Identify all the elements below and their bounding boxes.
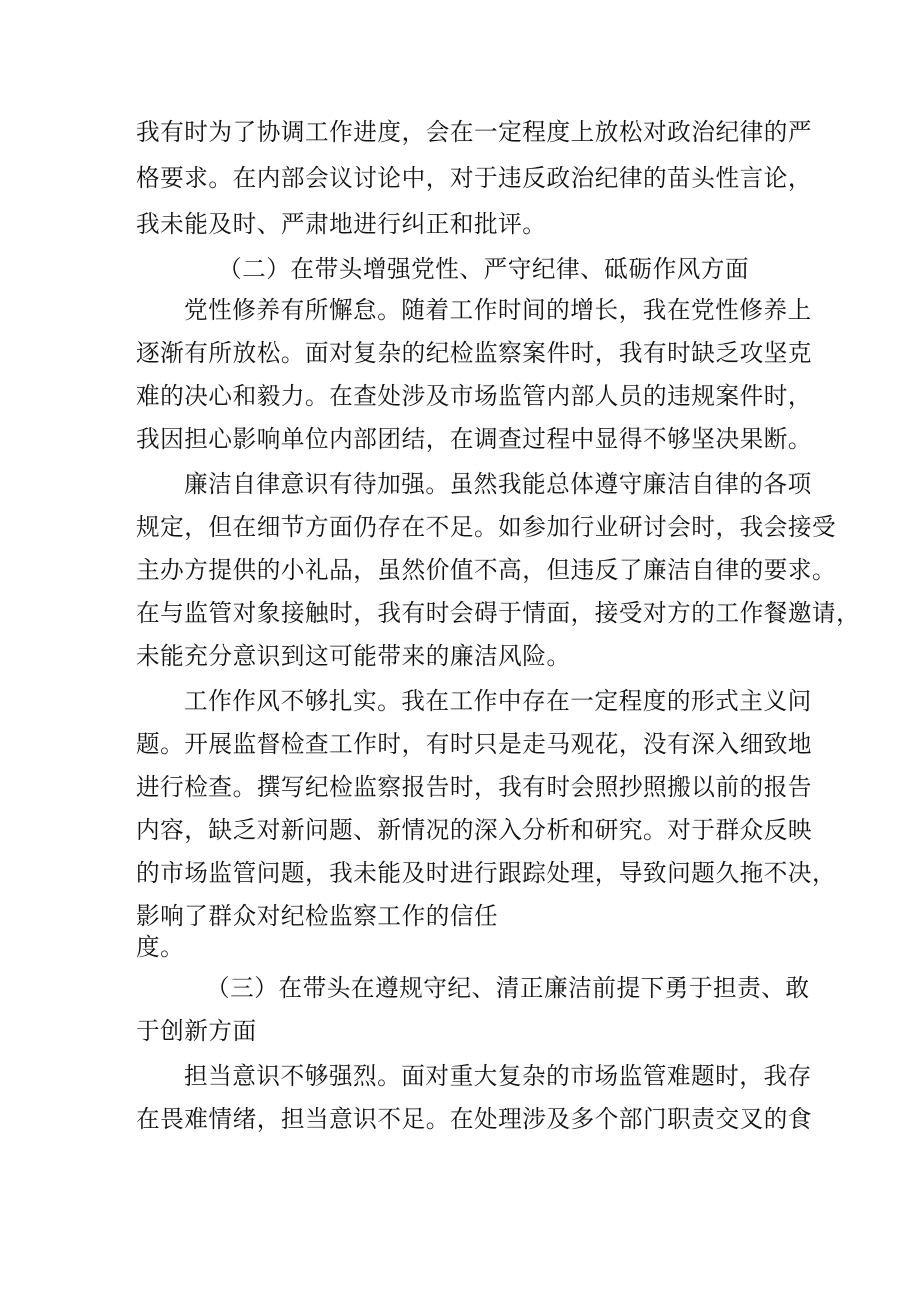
section-heading-2: （二）在带头增强党性、严守纪律、砥砺作风方面 — [218, 255, 750, 283]
body-text-line: 我有时为了协调工作进度，会在一定程度上放松对政治纪律的严 — [136, 118, 813, 146]
paragraph-first-line: 廉洁自律意识有待加强。虽然我能总体遵守廉洁自律的各项 — [184, 470, 812, 498]
body-text-line: 规定，但在细节方面仍存在不足。如参加行业研讨会时，我会接受 — [136, 513, 837, 541]
body-text-line: 我因担心影响单位内部团结，在调查过程中显得不够坚决果断。 — [136, 425, 813, 453]
body-text-line: 在畏难情绪，担当意识不足。在处理涉及多个部门职责交叉的食 — [136, 1105, 813, 1133]
body-text-line: 影响了群众对纪检监察工作的信任 — [136, 902, 499, 930]
paragraph-first-line: 工作作风不够扎实。我在工作中存在一定程度的形式主义问 — [184, 687, 812, 715]
body-text-line: 进行检查。撰写纪检监察报告时，我有时会照抄照搬以前的报告 — [136, 773, 813, 801]
body-text-line: 我未能及时、严肃地进行纠正和批评。 — [136, 210, 547, 238]
body-text-line: 逐渐有所放松。面对复杂的纪检监察案件时，我有时缺乏攻坚克 — [136, 339, 813, 367]
body-text-line: 格要求。在内部会议讨论中，对于违反政治纪律的苗头性言论， — [136, 164, 813, 192]
paragraph-first-line: 党性修养有所懈怠。随着工作时间的增长，我在党性修养上 — [184, 296, 812, 324]
paragraph-first-line: 担当意识不够强烈。面对重大复杂的市场监管难题时，我存 — [184, 1062, 812, 1090]
body-text-line: 内容，缺乏对新问题、新情况的深入分析和研究。对于群众反映 — [136, 816, 813, 844]
body-text-line: 题。开展监督检查工作时，有时只是走马观花，没有深入细致地 — [136, 730, 813, 758]
section-heading-3: （三）在带头在遵规守纪、清正廉洁前提下勇于担责、敢 — [206, 974, 810, 1002]
section-heading-3-continuation: 于创新方面 — [136, 1017, 257, 1045]
body-text-line: 难的决心和毅力。在查处涉及市场监管内部人员的违规案件时， — [136, 382, 813, 410]
body-text-line: 未能充分意识到这可能带来的廉洁风险。 — [136, 642, 571, 670]
body-text-line: 主办方提供的小礼品，虽然价值不高，但违反了廉洁自律的要求。 — [136, 556, 837, 584]
body-text-line: 度。 — [136, 933, 185, 961]
body-text-line: 在与监管对象接触时，我有时会碍于情面，接受对方的工作餐邀请， — [136, 599, 861, 627]
body-text-line: 的市场监管问题，我未能及时进行跟踪处理，导致问题久拖不决， — [136, 859, 837, 887]
